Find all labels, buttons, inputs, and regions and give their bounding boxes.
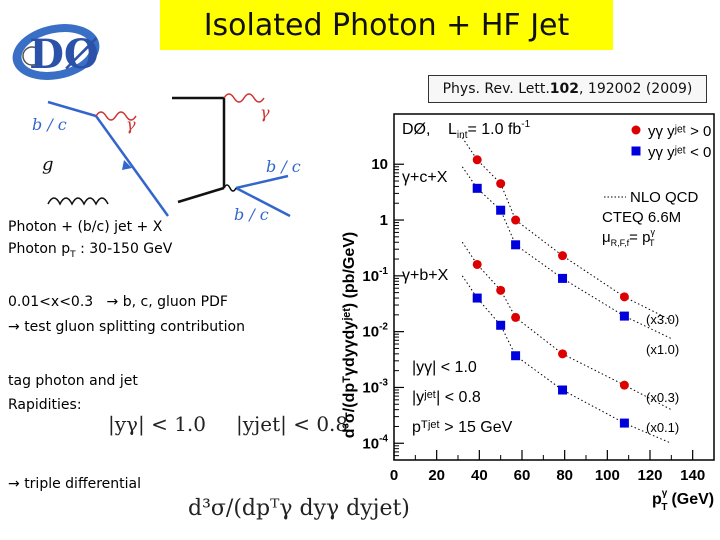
pt-prefix: Photon p: [8, 241, 71, 257]
data-point-square: [511, 351, 520, 360]
data-point-circle: [473, 155, 482, 164]
legend-theory: NLO QCD: [630, 189, 699, 206]
x-label-sub: T: [661, 502, 668, 513]
lumi-value: = 1.0 fb: [467, 121, 522, 138]
x-axis-label: [652, 488, 714, 513]
experiment-label: DØ,: [402, 121, 431, 138]
x-range: 0.01<x<0.3: [8, 294, 94, 310]
scale-label-1: (x1.0): [646, 342, 680, 357]
x-tick-label: 0: [389, 467, 399, 484]
feynman-right: [172, 94, 301, 224]
y-tick-exp: -2: [379, 321, 388, 333]
fey-left-gamma: γ: [126, 115, 136, 134]
lumi-exp: -1: [521, 119, 531, 130]
feynman-left: [32, 102, 168, 216]
scale-label-3: (x3.0): [646, 312, 680, 327]
fey-right-bc: b / c: [266, 157, 301, 176]
data-point-square: [473, 184, 482, 193]
x-tick-label: 100: [594, 467, 620, 484]
data-point-square: [620, 419, 629, 428]
legend-blue-marker: [632, 147, 641, 156]
citation-volume: 102: [549, 81, 580, 97]
y-tick-label: [380, 212, 388, 229]
cut-label-jet: |yʲᵉᵗ| < 0.8: [412, 389, 481, 406]
x-label-sup: γ: [661, 488, 668, 499]
theory-curve: [462, 242, 671, 410]
legend-scale: [602, 227, 655, 248]
data-point-circle: [496, 179, 505, 188]
y-axis-label-group: [341, 232, 358, 438]
legend-red: yγ yʲᵉᵗ > 0: [648, 123, 712, 140]
scale-sub: R,F,f: [610, 238, 630, 248]
y-tick-exp: -3: [379, 377, 388, 389]
y-tick-exp: -1: [379, 265, 388, 277]
y-ticks: [362, 156, 404, 455]
legend-pdf: CTEQ 6.6M: [602, 209, 682, 226]
data-point-square: [496, 321, 505, 330]
rapidities-line: Rapidities:: [8, 397, 82, 413]
y-axis-label: d³σ/(dpᵀγdyγdyʲᵉᵗ) (pb/GeV): [341, 231, 358, 439]
gluon-split-text: test gluon splitting contribution: [24, 319, 245, 335]
fey-left-bc: b / c: [32, 115, 67, 134]
group-label-charm: γ+c+X: [402, 169, 448, 186]
fey-left-g: g: [42, 154, 54, 175]
scale-eq: = p: [629, 229, 651, 246]
cut-photon-formula: |yγ| < 1.0: [108, 412, 207, 436]
pt-range-line: [8, 241, 172, 260]
y-tick-base: 10: [371, 156, 388, 174]
quark-line-in: [48, 102, 96, 116]
plot-frame: [394, 114, 714, 460]
scale-label-01: (x0.1): [646, 420, 680, 435]
data-point-square: [558, 386, 567, 395]
x-tick-label: 120: [637, 467, 663, 484]
y-tick-base: 10: [362, 323, 380, 341]
y-tick-base: 10: [362, 435, 380, 453]
x-tick-label: 40: [470, 467, 488, 484]
citation-rest: , 192002 (2009): [579, 81, 693, 97]
data-point-square: [496, 206, 505, 215]
cut-label-ptjet: pᵀʲᵉᵗ > 15 GeV: [412, 419, 513, 436]
arrow-icon: →: [106, 294, 119, 310]
gluon-line: [48, 198, 108, 204]
y-tick-base: 10: [362, 267, 380, 285]
gluon-split-line: [8, 319, 245, 335]
citation-journal: Phys. Rev. Lett.: [442, 81, 550, 97]
cross-section-chart: [334, 100, 720, 540]
lumi-sub: int: [456, 130, 468, 141]
data-point-circle: [473, 260, 482, 269]
x-label-unit: (GeV): [671, 491, 715, 508]
y-tick-label: [362, 377, 388, 396]
tag-line: tag photon and jet: [8, 373, 138, 389]
y-tick-label: [362, 266, 388, 285]
data-point-circle: [558, 349, 567, 358]
data-points: [473, 155, 629, 427]
x-ticks: [390, 450, 705, 484]
y-tick-label: [362, 322, 388, 341]
legend-blue: yγ yʲᵉᵗ < 0: [648, 144, 712, 161]
scale-mu: μ: [602, 229, 611, 246]
fey-right-gamma: γ: [260, 103, 270, 122]
scale-sup: γ: [650, 227, 655, 237]
pdf-text: b, c, gluon PDF: [122, 294, 228, 310]
y-tick-base: 1: [379, 212, 388, 230]
data-point-circle: [558, 251, 567, 260]
data-point-square: [473, 294, 482, 303]
slide-title: Isolated Photon + HF Jet: [203, 7, 570, 43]
legend-red-marker: [632, 126, 641, 135]
triple-text: triple differential: [24, 476, 141, 492]
pt-sub: T: [70, 249, 76, 260]
x-label-p: p: [652, 491, 662, 508]
x-tick-label: 20: [428, 467, 446, 484]
process-line: Photon + (b/c) jet + X: [8, 219, 163, 235]
data-point-square: [620, 312, 629, 321]
pt-suffix: : 30-150 GeV: [75, 241, 173, 257]
data-point-square: [511, 240, 520, 249]
lumi-L: L: [448, 121, 457, 138]
photon-line-right: [224, 94, 264, 102]
y-tick-exp: -4: [379, 433, 388, 445]
data-point-circle: [511, 216, 520, 225]
x-range-line: [8, 294, 228, 310]
group-label-bottom: γ+b+X: [402, 267, 449, 284]
arrow-icon: →: [8, 476, 20, 492]
y-tick-label: [362, 433, 388, 452]
x-tick-label: 60: [513, 467, 531, 484]
citation-box: [428, 75, 707, 103]
data-point-circle: [511, 313, 520, 322]
cut-label-photon: |yγ| < 1.0: [412, 359, 477, 376]
scale-label-03: (x0.3): [646, 390, 680, 405]
xsec-formula: d³σ/(dpᵀγ dyγ dyjet): [188, 496, 410, 521]
y-tick-label: [371, 156, 388, 173]
y-tick-base: 10: [362, 379, 380, 397]
data-point-square: [558, 274, 567, 283]
lumi-label: [448, 119, 531, 141]
cut-jet-formula: |yjet| < 0.8: [236, 412, 349, 436]
scale-sub2: T: [648, 238, 655, 248]
data-point-circle: [620, 292, 629, 301]
feynman-diagrams: [28, 88, 328, 240]
arrow-icon: →: [8, 319, 20, 335]
x-tick-label: 80: [556, 467, 574, 484]
bc-out: [236, 176, 288, 188]
quark-line-bottom: [178, 188, 224, 202]
theory-curves: [462, 138, 671, 444]
title-banner: [160, 0, 613, 50]
data-point-circle: [620, 381, 629, 390]
data-point-circle: [496, 286, 505, 295]
fey-right-bcbar: b / c: [234, 205, 269, 224]
triple-line: [8, 476, 141, 492]
logo-text: DØ: [29, 31, 99, 78]
gluon-split: [224, 185, 236, 191]
d0-logo: [4, 8, 134, 84]
x-tick-label: 140: [680, 467, 706, 484]
